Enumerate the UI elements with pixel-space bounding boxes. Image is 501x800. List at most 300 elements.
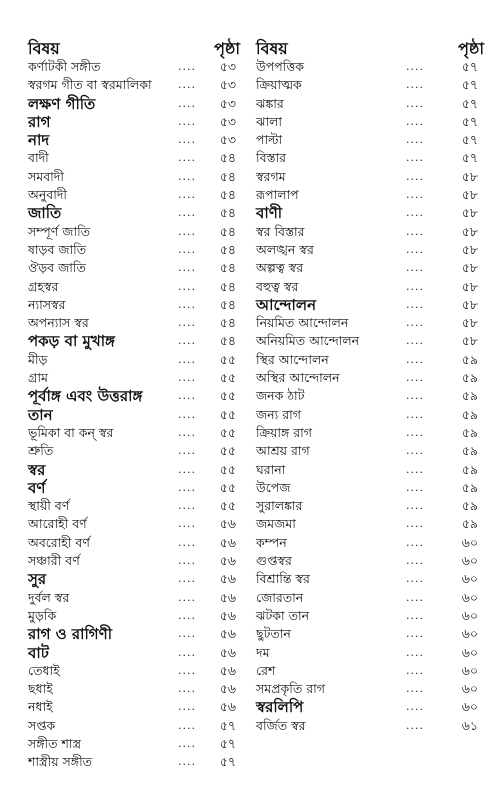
entry-topic: ভূমিকা বা কন্ স্বর xyxy=(28,424,114,440)
index-entry xyxy=(256,259,484,277)
entry-page-number: ৫৪ xyxy=(219,223,236,239)
entry-topic: স্থির আন্দোলন xyxy=(256,351,329,367)
index-entry xyxy=(28,753,240,771)
entry-page-number: ৫৯ xyxy=(461,443,478,459)
entry-leader-dots: .... xyxy=(406,389,424,403)
index-entry xyxy=(256,149,484,167)
index-entry xyxy=(28,314,240,332)
entry-leader-dots: .... xyxy=(178,663,196,677)
entry-topic: দম xyxy=(256,644,270,660)
entry-page-number: ৬০ xyxy=(461,626,478,642)
entry-topic: নধাই xyxy=(28,699,53,715)
index-entry xyxy=(28,76,240,94)
index-entry xyxy=(256,515,484,533)
entry-topic: ষাড়ব জাতি xyxy=(28,241,87,257)
entry-leader-dots: .... xyxy=(178,572,196,586)
entry-page-number: ৫৬ xyxy=(219,571,236,587)
entry-leader-dots: .... xyxy=(178,96,196,110)
entry-leader-dots: .... xyxy=(406,663,424,677)
entry-page-number: ৫৪ xyxy=(219,260,236,276)
entry-topic: স্বরগম xyxy=(256,168,286,184)
index-column-left xyxy=(28,36,240,772)
entry-page-number: ৬১ xyxy=(461,717,478,733)
index-entry xyxy=(28,461,240,479)
index-entry xyxy=(28,680,240,698)
index-entry xyxy=(28,278,240,296)
index-entry xyxy=(256,58,484,76)
entry-leader-dots: .... xyxy=(406,96,424,110)
entry-topic: বাট xyxy=(28,643,49,662)
entry-page-number: ৫৮ xyxy=(461,315,478,331)
index-entry xyxy=(256,589,484,607)
entry-page-number: ৫৮ xyxy=(461,205,478,221)
entry-page-number: ৫৯ xyxy=(461,479,478,495)
entry-topic: রেশ xyxy=(256,662,276,678)
entry-topic: ছুটতান xyxy=(256,626,291,642)
page-header: পৃষ্ঠা xyxy=(458,39,484,58)
index-entry xyxy=(256,406,484,424)
entry-leader-dots: .... xyxy=(178,133,196,147)
index-entry xyxy=(256,607,484,625)
index-entry xyxy=(28,149,240,167)
entry-page-number: ৫৪ xyxy=(219,168,236,184)
index-entry xyxy=(256,570,484,588)
entry-page-number: ৫৩ xyxy=(219,59,236,74)
entry-topic: স্থায়ী বর্ণ xyxy=(28,498,70,514)
entry-page-number: ৫৫ xyxy=(219,461,236,477)
index-list-right xyxy=(256,58,484,735)
index-entry xyxy=(256,296,484,314)
entry-page-number: ৬০ xyxy=(461,644,478,660)
entry-topic: পূর্বাঙ্গ এবং উত্তরাঙ্গ xyxy=(28,387,143,406)
index-entry xyxy=(28,552,240,570)
entry-topic: কর্ণাটকী সঙ্গীত xyxy=(28,59,101,74)
entry-leader-dots: .... xyxy=(406,608,424,622)
entry-topic: কম্পন xyxy=(256,534,287,550)
entry-page-number: ৫৮ xyxy=(461,241,478,257)
index-entry xyxy=(28,515,240,533)
entry-page-number: ৫৮ xyxy=(461,260,478,276)
entry-leader-dots: .... xyxy=(178,78,196,92)
entry-leader-dots: .... xyxy=(406,297,424,311)
entry-topic: উপপত্তিক xyxy=(256,59,304,74)
entry-leader-dots: .... xyxy=(178,444,196,458)
entry-topic: গুপ্তস্বর xyxy=(256,553,292,569)
index-entry xyxy=(256,351,484,369)
entry-topic: গ্রহস্বর xyxy=(28,278,59,294)
entry-topic: ঝঙ্কার xyxy=(256,95,284,111)
entry-leader-dots: .... xyxy=(406,188,424,202)
entry-page-number: ৫৭ xyxy=(461,132,478,148)
entry-page-number: ৫৩ xyxy=(219,95,236,111)
entry-topic: সপ্তক xyxy=(28,717,56,733)
entry-leader-dots: .... xyxy=(178,114,196,128)
entry-topic: জনক ঠাট xyxy=(256,388,305,404)
entry-leader-dots: .... xyxy=(178,206,196,220)
entry-leader-dots: .... xyxy=(178,755,196,769)
entry-leader-dots: .... xyxy=(178,389,196,403)
index-entry xyxy=(28,332,240,350)
entry-leader-dots: .... xyxy=(178,279,196,293)
index-entry xyxy=(256,497,484,515)
entry-topic: অনিয়মিত আন্দোলন xyxy=(256,333,360,349)
entry-leader-dots: .... xyxy=(406,60,424,73)
entry-topic: পকড় বা মুখাঙ্গ xyxy=(28,332,116,351)
index-entry xyxy=(28,442,240,460)
index-entry xyxy=(256,680,484,698)
index-entry xyxy=(28,131,240,149)
entry-topic: শাস্ত্রীয় সঙ্গীত xyxy=(28,754,93,770)
entry-leader-dots: .... xyxy=(178,188,196,202)
index-entry xyxy=(28,387,240,405)
entry-page-number: ৫৮ xyxy=(461,296,478,312)
entry-topic: ন্যাসস্বর xyxy=(28,296,66,312)
index-entry xyxy=(256,717,484,735)
entry-page-number: ৫৯ xyxy=(461,406,478,422)
entry-page-number: ৫৫ xyxy=(219,479,236,495)
entry-leader-dots: .... xyxy=(406,133,424,147)
index-entry xyxy=(256,131,484,149)
entry-page-number: ৫৪ xyxy=(219,187,236,203)
entry-page-number: ৫৯ xyxy=(461,388,478,404)
entry-page-number: ৫৭ xyxy=(461,150,478,166)
entry-leader-dots: .... xyxy=(178,224,196,238)
entry-leader-dots: .... xyxy=(406,535,424,549)
entry-page-number: ৫৫ xyxy=(219,388,236,404)
entry-topic: অলঙ্খন স্বর xyxy=(256,241,314,257)
entry-page-number: ৫৫ xyxy=(219,370,236,386)
entry-topic: সম্পূর্ণ জাতি xyxy=(28,223,91,239)
entry-topic: স্বরগম গীত বা স্বরমালিকা xyxy=(28,77,152,93)
entry-topic: বিস্তার xyxy=(256,150,287,166)
index-entry xyxy=(28,186,240,204)
column-header xyxy=(28,36,240,58)
index-entry xyxy=(256,461,484,479)
index-entry xyxy=(28,168,240,186)
entry-topic: জাতি xyxy=(28,204,62,223)
entry-leader-dots: .... xyxy=(178,682,196,696)
entry-topic: সমবাদী xyxy=(28,168,64,184)
entry-page-number: ৬০ xyxy=(461,553,478,569)
entry-topic: অনুবাদী xyxy=(28,187,68,203)
entry-leader-dots: .... xyxy=(178,462,196,476)
entry-leader-dots: .... xyxy=(178,352,196,366)
entry-page-number: ৫৫ xyxy=(219,424,236,440)
entry-topic: তেধাই xyxy=(28,662,60,678)
entry-page-number: ৫৭ xyxy=(219,754,236,770)
entry-page-number: ৬০ xyxy=(461,699,478,715)
index-entry xyxy=(28,662,240,680)
entry-topic: পাল্টা xyxy=(256,132,283,148)
entry-page-number: ৫৪ xyxy=(219,333,236,349)
entry-page-number: ৫৯ xyxy=(461,424,478,440)
entry-topic: গ্রাম xyxy=(28,370,48,386)
column-header xyxy=(256,36,484,58)
index-entry xyxy=(256,369,484,387)
entry-leader-dots: .... xyxy=(406,334,424,348)
index-entry xyxy=(28,717,240,735)
entry-leader-dots: .... xyxy=(406,572,424,586)
index-entry xyxy=(256,698,484,716)
index-entry xyxy=(28,698,240,716)
entry-page-number: ৫৩ xyxy=(219,77,236,93)
index-column-right xyxy=(256,36,484,735)
index-entry xyxy=(256,204,484,222)
entry-page-number: ৫৮ xyxy=(461,187,478,203)
index-entry xyxy=(28,497,240,515)
index-entry xyxy=(256,387,484,405)
entry-leader-dots: .... xyxy=(178,407,196,421)
entry-leader-dots: .... xyxy=(178,297,196,311)
index-entry xyxy=(256,534,484,552)
index-entry xyxy=(28,534,240,552)
entry-page-number: ৫৭ xyxy=(219,717,236,733)
index-entry xyxy=(28,223,240,241)
entry-page-number: ৫৮ xyxy=(461,168,478,184)
entry-topic: তান xyxy=(28,405,53,424)
entry-page-number: ৫৫ xyxy=(219,498,236,514)
entry-leader-dots: .... xyxy=(178,590,196,604)
entry-leader-dots: .... xyxy=(406,114,424,128)
index-entry xyxy=(28,479,240,497)
entry-topic: বর্জিত স্বর xyxy=(256,717,306,733)
entry-page-number: ৬০ xyxy=(461,589,478,605)
entry-leader-dots: .... xyxy=(406,169,424,183)
entry-page-number: ৫৯ xyxy=(461,461,478,477)
entry-leader-dots: .... xyxy=(406,352,424,366)
index-entry xyxy=(256,644,484,662)
entry-leader-dots: .... xyxy=(406,407,424,421)
entry-page-number: ৫৫ xyxy=(219,406,236,422)
index-entry xyxy=(256,168,484,186)
entry-page-number: ৫৭ xyxy=(219,735,236,751)
entry-page-number: ৫৬ xyxy=(219,607,236,623)
entry-topic: উপেজ xyxy=(256,479,291,495)
entry-page-number: ৫৪ xyxy=(219,150,236,166)
entry-leader-dots: .... xyxy=(406,279,424,293)
index-entry xyxy=(256,223,484,241)
index-entry xyxy=(28,369,240,387)
entry-leader-dots: .... xyxy=(406,700,424,714)
index-entry xyxy=(256,424,484,442)
index-entry xyxy=(28,644,240,662)
index-entry xyxy=(256,113,484,131)
index-entry xyxy=(28,259,240,277)
entry-topic: শ্রুতি xyxy=(28,443,54,459)
entry-topic: রূপালাপ xyxy=(256,187,299,203)
index-entry xyxy=(28,406,240,424)
entry-page-number: ৫৪ xyxy=(219,278,236,294)
index-entry xyxy=(256,314,484,332)
entry-topic: আশ্রয় রাগ xyxy=(256,443,310,459)
entry-leader-dots: .... xyxy=(178,608,196,622)
entry-topic: সঞ্চারী বর্ণ xyxy=(28,553,80,569)
entry-leader-dots: .... xyxy=(406,206,424,220)
entry-topic: জমজমা xyxy=(256,516,296,532)
entry-page-number: ৫৯ xyxy=(461,498,478,514)
entry-topic: অস্থির আন্দোলন xyxy=(256,370,340,386)
entry-leader-dots: .... xyxy=(178,480,196,494)
index-entry xyxy=(28,607,240,625)
entry-topic: অল্পত্ব স্বর xyxy=(256,260,304,276)
entry-topic: রাগ xyxy=(28,112,51,131)
entry-leader-dots: .... xyxy=(178,499,196,513)
entry-page-number: ৫৭ xyxy=(461,95,478,111)
entry-leader-dots: .... xyxy=(406,682,424,696)
entry-page-number: ৫৩ xyxy=(219,113,236,129)
entry-page-number: ৫৭ xyxy=(461,77,478,93)
entry-leader-dots: .... xyxy=(406,242,424,256)
entry-topic: জোরতান xyxy=(256,589,304,605)
entry-page-number: ৫৭ xyxy=(461,113,478,129)
entry-topic: সমপ্রকৃতি রাগ xyxy=(256,681,325,697)
entry-topic: স্বর xyxy=(28,460,46,479)
entry-topic: নিয়মিত আন্দোলন xyxy=(256,315,349,331)
entry-leader-dots: .... xyxy=(406,151,424,165)
entry-topic: বিশ্রান্তি স্বর xyxy=(256,571,310,587)
entry-topic: বাদী xyxy=(28,150,49,166)
entry-leader-dots: .... xyxy=(406,462,424,476)
entry-leader-dots: .... xyxy=(406,517,424,531)
entry-topic: বর্ণ xyxy=(28,478,46,497)
index-entry xyxy=(256,278,484,296)
index-entry xyxy=(28,296,240,314)
entry-page-number: ৫৫ xyxy=(219,351,236,367)
index-entry xyxy=(28,351,240,369)
entry-leader-dots: .... xyxy=(178,371,196,385)
entry-topic: লক্ষণ গীতি xyxy=(28,94,96,113)
entry-leader-dots: .... xyxy=(178,425,196,439)
index-entry xyxy=(256,479,484,497)
entry-topic: নাদ xyxy=(28,131,50,150)
entry-topic: মীড় xyxy=(28,351,48,367)
entry-leader-dots: .... xyxy=(406,371,424,385)
index-entry xyxy=(28,589,240,607)
entry-topic: ঔড়ব জাতি xyxy=(28,260,86,276)
entry-leader-dots: .... xyxy=(178,316,196,330)
entry-page-number: ৫৮ xyxy=(461,223,478,239)
entry-leader-dots: .... xyxy=(406,316,424,330)
entry-page-number: ৬০ xyxy=(461,534,478,550)
index-entry xyxy=(28,570,240,588)
entry-topic: মুড়কি xyxy=(28,607,57,623)
index-entry xyxy=(256,442,484,460)
entry-page-number: ৫৪ xyxy=(219,315,236,331)
entry-leader-dots: .... xyxy=(178,645,196,659)
entry-topic: দুর্বল স্বর xyxy=(28,589,70,605)
index-entry xyxy=(28,113,240,131)
entry-page-number: ৬০ xyxy=(461,571,478,587)
index-entry xyxy=(28,204,240,222)
entry-topic: সুর xyxy=(28,570,47,589)
index-entry xyxy=(28,95,240,113)
index-entry xyxy=(256,332,484,350)
entry-leader-dots: .... xyxy=(178,334,196,348)
entry-topic: বহুত্ব স্বর xyxy=(256,278,299,294)
page-header: পৃষ্ঠা xyxy=(214,39,240,58)
entry-page-number: ৫৭ xyxy=(461,59,478,74)
entry-leader-dots: .... xyxy=(406,590,424,604)
entry-leader-dots: .... xyxy=(406,224,424,238)
entry-topic: স্বরলিপি xyxy=(256,698,304,717)
entry-leader-dots: .... xyxy=(406,499,424,513)
entry-page-number: ৫৬ xyxy=(219,589,236,605)
entry-topic: সুরালঙ্কার xyxy=(256,498,303,514)
index-entry xyxy=(256,95,484,113)
entry-leader-dots: .... xyxy=(406,645,424,659)
entry-page-number: ৫৫ xyxy=(219,443,236,459)
entry-page-number: ৫৮ xyxy=(461,333,478,349)
index-entry xyxy=(28,241,240,259)
entry-page-number: ৫৯ xyxy=(461,516,478,532)
entry-page-number: ৫৬ xyxy=(219,681,236,697)
entry-topic: ঝালা xyxy=(256,113,283,129)
entry-page-number: ৫৪ xyxy=(219,241,236,257)
entry-leader-dots: .... xyxy=(406,78,424,92)
index-entry xyxy=(28,735,240,753)
entry-page-number: ৫৬ xyxy=(219,644,236,660)
entry-page-number: ৫৩ xyxy=(219,132,236,148)
entry-page-number: ৫৬ xyxy=(219,553,236,569)
entry-leader-dots: .... xyxy=(178,261,196,275)
entry-leader-dots: .... xyxy=(178,60,196,73)
entry-topic: ক্রিয়াত্মক xyxy=(256,77,302,93)
entry-leader-dots: .... xyxy=(406,444,424,458)
entry-topic: অবরোহী বর্ণ xyxy=(28,534,90,550)
entry-leader-dots: .... xyxy=(178,718,196,732)
entry-leader-dots: .... xyxy=(178,151,196,165)
entry-topic: আরোহী বর্ণ xyxy=(28,516,87,532)
entry-leader-dots: .... xyxy=(178,169,196,183)
entry-page-number: ৫৬ xyxy=(219,516,236,532)
topic-header: বিষয় xyxy=(256,39,288,58)
entry-topic: অপন্যাস স্বর xyxy=(28,315,89,331)
entry-topic: বাণী xyxy=(256,204,283,223)
entry-page-number: ৫৪ xyxy=(219,205,236,221)
entry-leader-dots: .... xyxy=(178,627,196,641)
index-entry xyxy=(28,625,240,643)
entry-leader-dots: .... xyxy=(406,718,424,732)
entry-page-number: ৫৮ xyxy=(461,278,478,294)
index-entry xyxy=(28,424,240,442)
entry-page-number: ৫৬ xyxy=(219,626,236,642)
entry-leader-dots: .... xyxy=(178,700,196,714)
entry-leader-dots: .... xyxy=(406,627,424,641)
index-list-left xyxy=(28,58,240,772)
entry-page-number: ৬০ xyxy=(461,662,478,678)
entry-page-number: ৫৬ xyxy=(219,662,236,678)
entry-leader-dots: .... xyxy=(178,535,196,549)
entry-leader-dots: .... xyxy=(406,425,424,439)
entry-leader-dots: .... xyxy=(406,261,424,275)
entry-leader-dots: .... xyxy=(178,517,196,531)
entry-page-number: ৫৯ xyxy=(461,351,478,367)
entry-topic: আন্দোলন xyxy=(256,295,317,314)
index-entry xyxy=(28,58,240,76)
entry-leader-dots: .... xyxy=(406,554,424,568)
entry-topic: ঝটকা তান xyxy=(256,607,310,623)
entry-leader-dots: .... xyxy=(178,736,196,750)
index-entry xyxy=(256,552,484,570)
entry-page-number: ৫৬ xyxy=(219,699,236,715)
index-entry xyxy=(256,625,484,643)
entry-page-number: ৫৬ xyxy=(219,534,236,550)
entry-page-number: ৫৯ xyxy=(461,370,478,386)
index-entry xyxy=(256,241,484,259)
entry-topic: ছধাই xyxy=(28,681,53,697)
entry-leader-dots: .... xyxy=(178,242,196,256)
index-entry xyxy=(256,186,484,204)
